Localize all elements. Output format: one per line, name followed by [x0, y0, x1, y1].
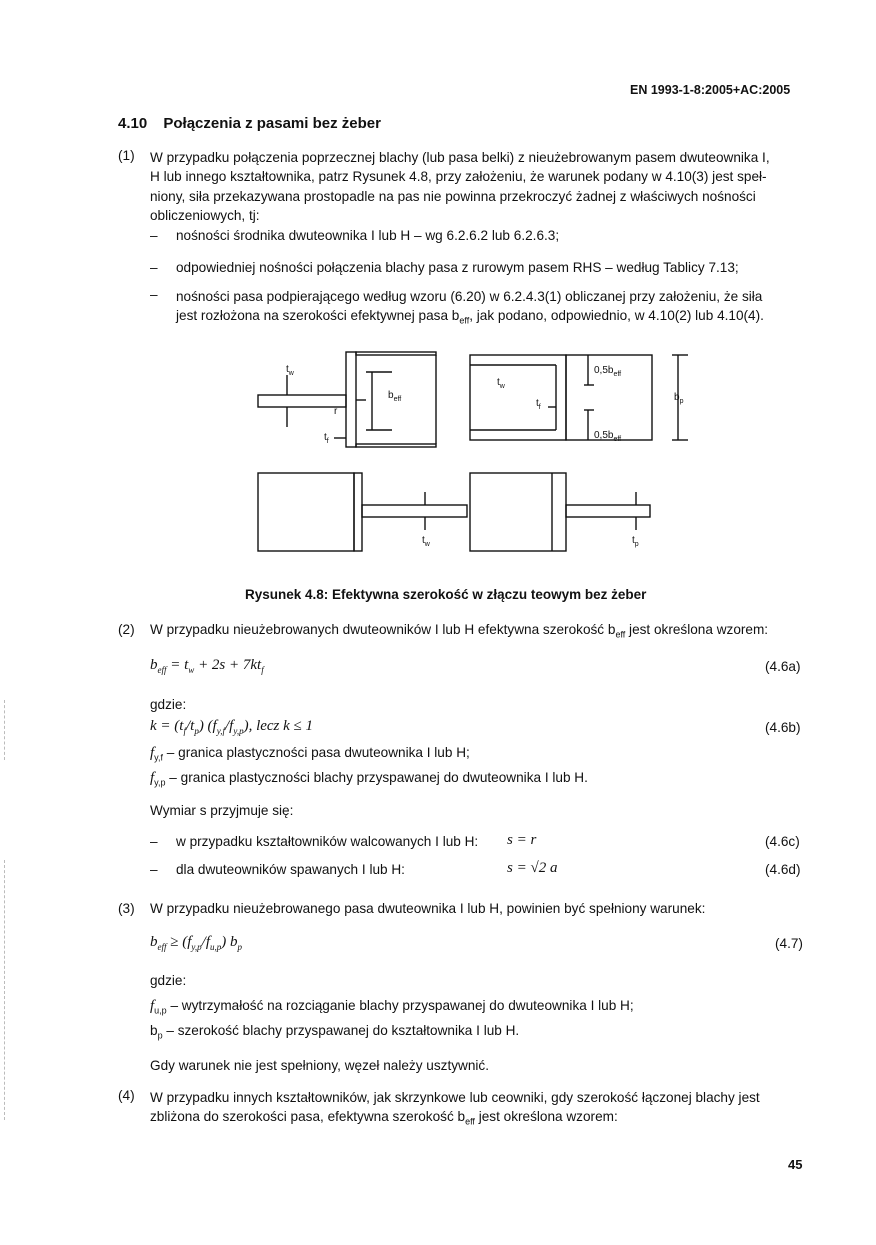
- label-tw: $t_w$: [286, 364, 294, 377]
- label-tp: $t_p$: [632, 535, 639, 548]
- equation-number: (4.6a): [765, 659, 801, 674]
- margin-mark: [4, 860, 6, 1120]
- equation-number: (4.6c): [765, 834, 800, 849]
- equation-number: (4.6d): [765, 862, 801, 877]
- bullet: –: [150, 228, 158, 243]
- equation-4-6d: s = √2 a: [507, 860, 558, 876]
- equation-number: (4.6b): [765, 720, 801, 735]
- para-number: (3): [118, 901, 135, 916]
- text-line: W przypadku innych kształtowników, jak skrzynkowe lub ceowniki, gdy szerokość łączonej blachy jest: [150, 1090, 760, 1105]
- bullet: –: [150, 260, 158, 275]
- section-title: Połączenia z pasami bez żeber: [163, 115, 381, 132]
- definition-fyp: $f_{y,p}$ – granica plastyczności blachy przyspawanej do dwuteownika I lub H.: [150, 770, 588, 788]
- standard-id: EN 1993-1-8:2005+AC:2005: [630, 83, 791, 97]
- bullet-text: w przypadku kształtowników walcowanych I lub H:: [176, 834, 479, 849]
- page-number: 45: [788, 1157, 803, 1172]
- equation-number: (4.7): [775, 936, 803, 951]
- paragraph-4: [150, 1088, 815, 1133]
- figure-caption: Rysunek 4.8: Efektywna szerokość w złączu teowym bez żeber: [245, 587, 647, 602]
- dimension-text: Wymiar s przyjmuje się:: [150, 803, 294, 818]
- text-line: jest rozłożona na szerokości efektywnej pasa $b_{eff}$, jak podano, odpowiednio, w 4.10(2) lub 4.10(4).: [176, 308, 764, 327]
- para-number: (4): [118, 1088, 135, 1103]
- figure-4-8: [0, 0, 876, 620]
- bullet-text: dla dwuteowników spawanych I lub H:: [176, 862, 405, 877]
- text-line: niony, siła przekazywana prostopadle na pas nie powinna przekroczyć żadnej z właściwych nośności: [150, 188, 756, 204]
- definition-fup: $f_{u,p}$ – wytrzymałość na rozciąganie blachy przyspawanej do dwuteownika I lub H;: [150, 998, 634, 1016]
- paragraph-3: W przypadku nieużebrowanego pasa dwuteownika I lub H, powinien być spełniony warunek:: [150, 901, 706, 916]
- label-tf: $t_f$: [324, 432, 329, 445]
- label-bp: $b_p$: [674, 392, 684, 405]
- text-line: zbliżona do szerokości pasa, efektywna szerokość $b_{eff}$ jest określona wzorem:: [150, 1109, 618, 1128]
- text-line: nośności pasa podpierającego według wzoru (6.20) w 6.2.4.3(1) obliczanej przy założeniu, że siła: [176, 289, 763, 304]
- bullet: –: [150, 862, 158, 877]
- equation-4-6c: s = r: [507, 832, 537, 848]
- label-half-beff: $0,5b_{eff}$: [594, 430, 622, 443]
- flange-shape: [346, 352, 356, 447]
- text-line: W przypadku połączenia poprzecznej blachy (lub pasa belki) z nieużebrowanym pasem dwuteownika I,: [150, 150, 770, 165]
- equation-4-6a: $b_{eff} = t_w + 2s + 7kt_f$: [150, 657, 264, 675]
- label-r: r: [334, 406, 338, 417]
- label-tf: $t_f$: [536, 398, 541, 411]
- definition-fyf: $f_{y,f}$ – granica plastyczności pasa dwuteownika I lub H;: [150, 745, 470, 763]
- where-label: gdzie:: [150, 973, 187, 988]
- text-line: H lub innego kształtownika, patrz Rysunek 4.8, przy założeniu, że warunek podany w 4.10(3) jest speł-: [150, 169, 767, 185]
- para-number: (2): [118, 622, 135, 637]
- bullet-text: odpowiedniej nośności połączenia blachy pasa z rurowym pasem RHS – według Tablicy 7.13;: [176, 260, 739, 275]
- label-beff: $b_{eff}$: [388, 390, 402, 403]
- paragraph-2: W przypadku nieużebrowanych dwuteowników I lub H efektywna szerokość $b_{eff}$ jest określona wzorem:: [150, 622, 769, 640]
- para-number: (1): [118, 148, 135, 163]
- note-text: Gdy warunek nie jest spełniony, węzeł należy usztywnić.: [150, 1058, 489, 1073]
- text-line: obliczeniowych, tj:: [150, 208, 260, 224]
- definition-bp: $b_p$ – szerokość blachy przyspawanej do kształtownika I lub H.: [150, 1023, 520, 1041]
- plate-shape: [258, 395, 346, 407]
- section-number: 4.10: [118, 115, 148, 132]
- label-tw: $t_w$: [497, 377, 505, 390]
- where-label: gdzie:: [150, 697, 187, 712]
- equation-4-7: $b_{eff} \ge (f_{y,p}/f_{u,p})$ $b_p$: [150, 934, 242, 952]
- label-tw: $t_w$: [422, 535, 430, 548]
- label-half-beff: $0,5b_{eff}$: [594, 365, 622, 378]
- equation-4-6b: $k = (t_f/t_p)$ $(f_{y,f}/f_{y,p})$, lecz k ≤ 1: [150, 718, 314, 736]
- bullet: –: [150, 834, 158, 849]
- bullet: –: [150, 287, 158, 302]
- bullet-text: nośności środnika dwuteownika I lub H – wg 6.2.6.2 lub 6.2.6.3;: [176, 228, 560, 243]
- margin-mark: [4, 700, 6, 760]
